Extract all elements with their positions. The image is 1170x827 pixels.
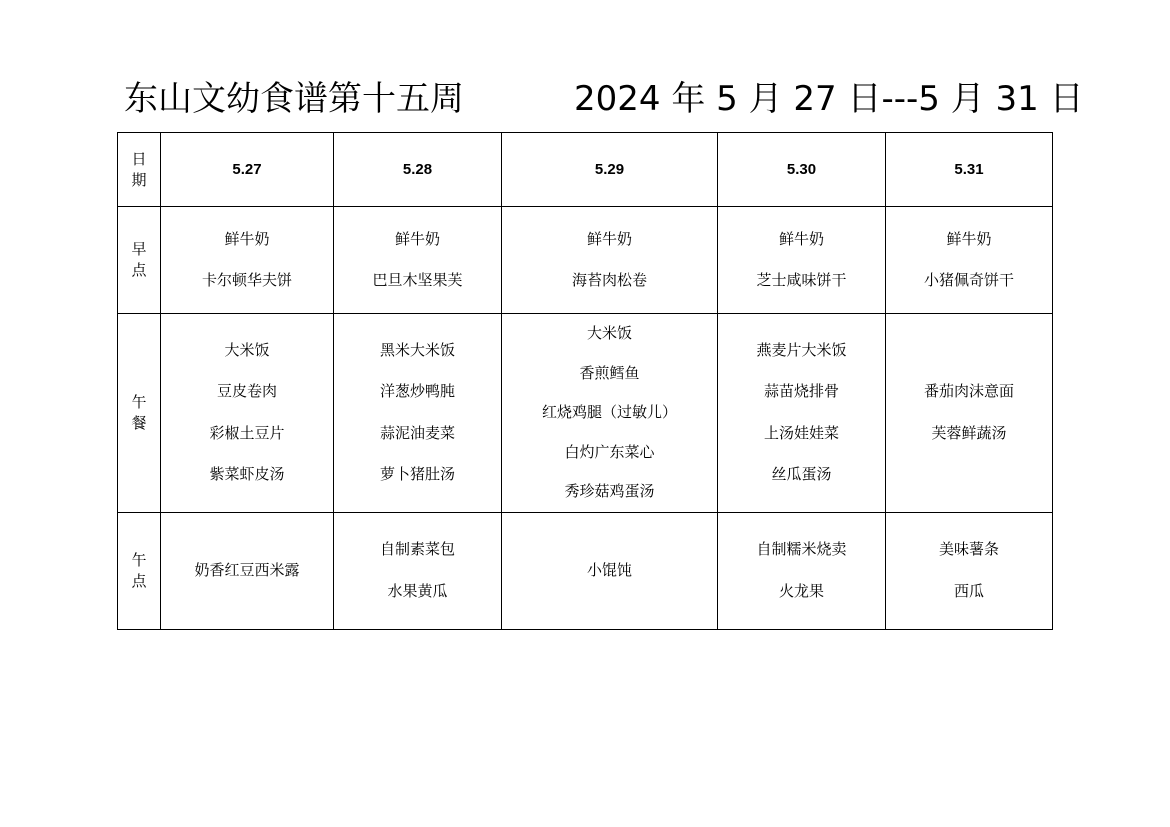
breakfast-row [118, 207, 1053, 314]
dish-item: 洋葱炒鸭肫 [379, 382, 455, 401]
lunch-cell [718, 314, 886, 513]
date-cell: 5.29 [502, 133, 718, 207]
snack-row [118, 512, 1053, 629]
dish-item: 鲜牛奶 [586, 229, 632, 248]
date-range: 2024 年 5 月 27 日---5 月 31 日 [574, 79, 1084, 119]
dish-item: 上汤娃娃菜 [763, 423, 839, 442]
dish-item: 燕麦片大米饭 [756, 340, 847, 359]
dish-item: 丝瓜蛋汤 [771, 465, 832, 484]
lunch-cell [161, 314, 334, 513]
row-label-char: 期 [131, 170, 147, 189]
dish-item: 番茄肉沫意面 [923, 382, 1014, 401]
dish-item: 大米饭 [586, 324, 632, 342]
lunch-cell [886, 314, 1053, 513]
dish-item: 西瓜 [953, 581, 984, 600]
dish-item: 奶香红豆西米露 [194, 560, 300, 579]
snack-cell [161, 512, 334, 629]
date-cell: 5.28 [334, 133, 502, 207]
dish-item: 萝卜猪肚汤 [379, 465, 455, 484]
row-label-date [118, 133, 161, 207]
dish-item: 芝士咸味饼干 [756, 271, 847, 289]
snack-cell [718, 512, 886, 629]
date-row [118, 133, 1053, 207]
snack-cell [502, 512, 718, 629]
row-label-char: 早 [131, 240, 147, 258]
dish-item: 卡尔顿华夫饼 [201, 271, 292, 289]
breakfast-cell [161, 207, 334, 314]
dish-item: 鲜牛奶 [778, 229, 824, 248]
dish-item: 巴旦木坚果芙 [372, 271, 463, 289]
breakfast-cell [886, 207, 1053, 314]
dish-item: 蒜泥油麦菜 [379, 423, 455, 442]
dish-item: 彩椒土豆片 [209, 423, 285, 442]
row-label-snack [118, 512, 161, 629]
dish-item: 小猪佩奇饼干 [923, 271, 1014, 289]
dish-item: 蒜苗烧排骨 [763, 382, 839, 401]
snack-cell [334, 512, 502, 629]
dish-item: 火龙果 [778, 581, 824, 600]
dish-item: 红烧鸡腿（过敏儿） [541, 403, 677, 421]
date-cell: 5.31 [886, 133, 1053, 207]
date-cell: 5.30 [718, 133, 886, 207]
row-label-char: 餐 [131, 413, 147, 432]
breakfast-cell [334, 207, 502, 314]
row-label-char: 点 [131, 571, 147, 590]
date-cell: 5.27 [161, 133, 334, 207]
dish-item: 鲜牛奶 [224, 229, 270, 248]
dish-item: 香煎鳕鱼 [579, 363, 640, 382]
dish-item: 美味薯条 [938, 540, 999, 558]
dish-item: 小馄饨 [586, 560, 632, 579]
lunch-row [118, 314, 1053, 513]
dish-item: 鲜牛奶 [946, 229, 992, 248]
dish-item: 芙蓉鲜蔬汤 [931, 423, 1007, 442]
row-label-char: 日 [131, 149, 147, 168]
row-label-breakfast [118, 207, 161, 314]
page-title: 东山文幼食谱第十五周 [124, 79, 464, 119]
lunch-cell [502, 314, 718, 513]
dish-item: 自制糯米烧卖 [756, 540, 847, 558]
menu-table [117, 132, 1053, 630]
breakfast-cell [502, 207, 718, 314]
dish-item: 紫菜虾皮汤 [209, 465, 285, 484]
dish-item: 秀珍菇鸡蛋汤 [564, 482, 655, 500]
dish-item: 大米饭 [224, 340, 270, 359]
dish-item: 水果黄瓜 [387, 581, 448, 600]
row-label-char: 午 [131, 550, 147, 569]
row-label-char: 点 [131, 261, 147, 279]
dish-item: 海苔肉松卷 [571, 271, 647, 289]
lunch-cell [334, 314, 502, 513]
breakfast-cell [718, 207, 886, 314]
dish-item: 白灼广东菜心 [564, 442, 655, 461]
dish-item: 豆皮卷肉 [216, 382, 277, 401]
dish-item: 黑米大米饭 [379, 340, 455, 359]
dish-item: 鲜牛奶 [394, 229, 440, 248]
row-label-char: 午 [131, 392, 147, 411]
dish-item: 自制素菜包 [379, 540, 455, 558]
snack-cell [886, 512, 1053, 629]
row-label-lunch [118, 314, 161, 513]
